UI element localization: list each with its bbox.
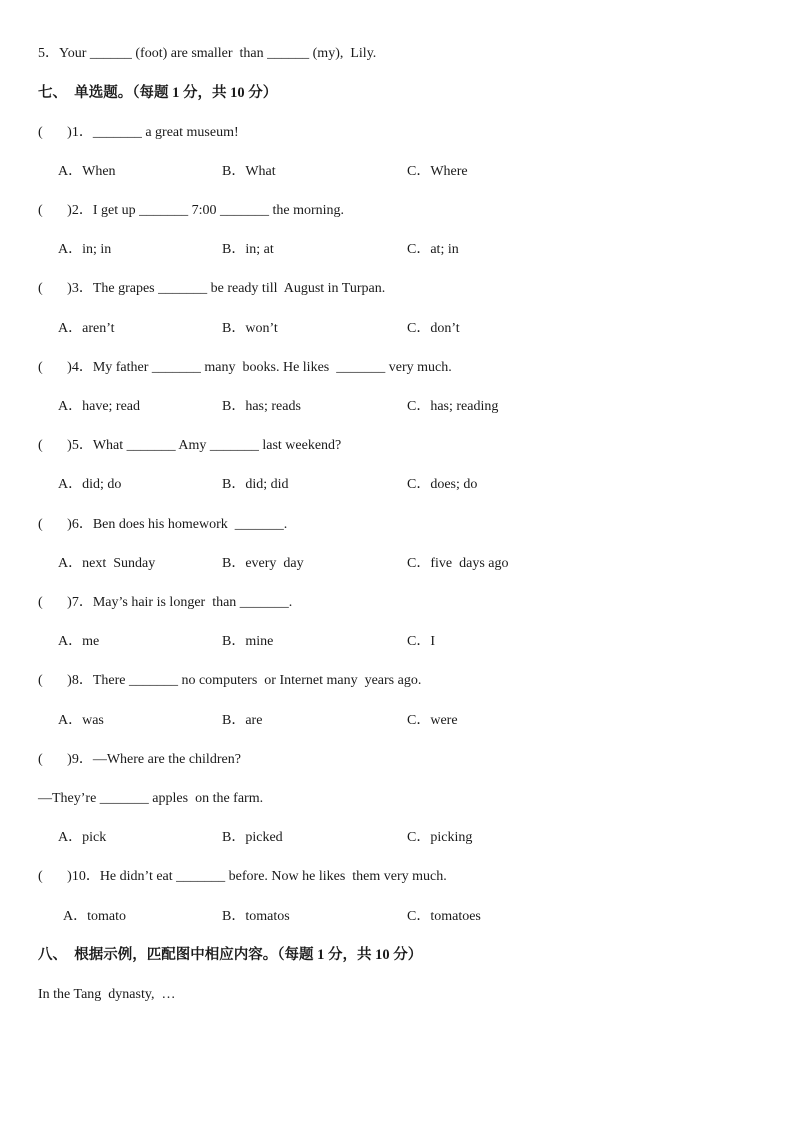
question-5-option-a[interactable]: A．did; do [58,477,122,492]
question-2-stem: ( )2．I get up _______ 7:00 _______ the morning. [38,203,345,218]
question-6-option-a[interactable]: A．next Sunday [58,556,156,571]
question-3-option-a[interactable]: A．aren’t [58,321,115,336]
question-9-option-c[interactable]: C．picking [407,830,473,845]
question-10-option-a[interactable]: A．tomato [63,909,126,924]
question-7-option-a[interactable]: A．me [58,634,100,649]
section-7-heading: 七、 单选题。（每题 1 分，共 10 分） [38,85,278,101]
question-3-option-c[interactable]: C．don’t [407,321,460,336]
question-6-stem: ( )6．Ben does his homework _______. [38,517,288,532]
question-1-option-c[interactable]: C．Where [407,164,468,179]
question-5-option-c[interactable]: C．does; do [407,477,478,492]
question-9-option-a[interactable]: A．pick [58,830,107,845]
question-4-option-c[interactable]: C．has; reading [407,399,499,414]
question-10-stem: ( )10．He didn’t eat _______ before. Now he likes them very much. [38,869,447,884]
question-1-stem: ( )1．_______ a great museum! [38,125,239,140]
question-6-option-b[interactable]: B．every day [222,556,304,571]
question-8-option-a[interactable]: A．was [58,713,104,728]
question-7-stem: ( )7．May’s hair is longer than _______. [38,595,293,610]
question-5-option-b[interactable]: B．did; did [222,477,289,492]
question-2-option-b[interactable]: B．in; at [222,242,274,257]
section-8-first-line: In the Tang dynasty, … [38,987,176,1002]
question-7-option-b[interactable]: B．mine [222,634,274,649]
question-4-option-b[interactable]: B．has; reads [222,399,301,414]
question-9-option-b[interactable]: B．picked [222,830,283,845]
question-8-option-c[interactable]: C．were [407,713,458,728]
question-5-fill: 5．Your ______ (foot) are smaller than ______ (my), Lily. [38,46,377,61]
question-1-option-b[interactable]: B．What [222,164,276,179]
question-5-stem: ( )5．What _______ Amy _______ last weekend? [38,438,342,453]
question-4-stem: ( )4．My father _______ many books. He likes _______ very much. [38,360,452,375]
question-8-option-b[interactable]: B．are [222,713,263,728]
question-8-stem: ( )8．There _______ no computers or Internet many years ago. [38,673,422,688]
question-2-option-a[interactable]: A．in; in [58,242,112,257]
question-2-option-c[interactable]: C．at; in [407,242,459,257]
question-3-stem: ( )3．The grapes _______ be ready till August in Turpan. [38,281,386,296]
question-6-option-c[interactable]: C．five days ago [407,556,509,571]
question-7-option-c[interactable]: C．I [407,634,435,649]
question-9-answer-line: —They’re _______ apples on the farm. [38,791,264,806]
question-10-option-c[interactable]: C．tomatoes [407,909,481,924]
question-3-option-b[interactable]: B．won’t [222,321,278,336]
question-9-stem: ( )9．—Where are the children? [38,752,241,767]
section-8-heading: 八、 根据示例，匹配图中相应内容。（每题 1 分，共 10 分） [38,947,423,963]
question-4-option-a[interactable]: A．have; read [58,399,141,414]
question-1-option-a[interactable]: A．When [58,164,116,179]
question-10-option-b[interactable]: B．tomatos [222,909,290,924]
